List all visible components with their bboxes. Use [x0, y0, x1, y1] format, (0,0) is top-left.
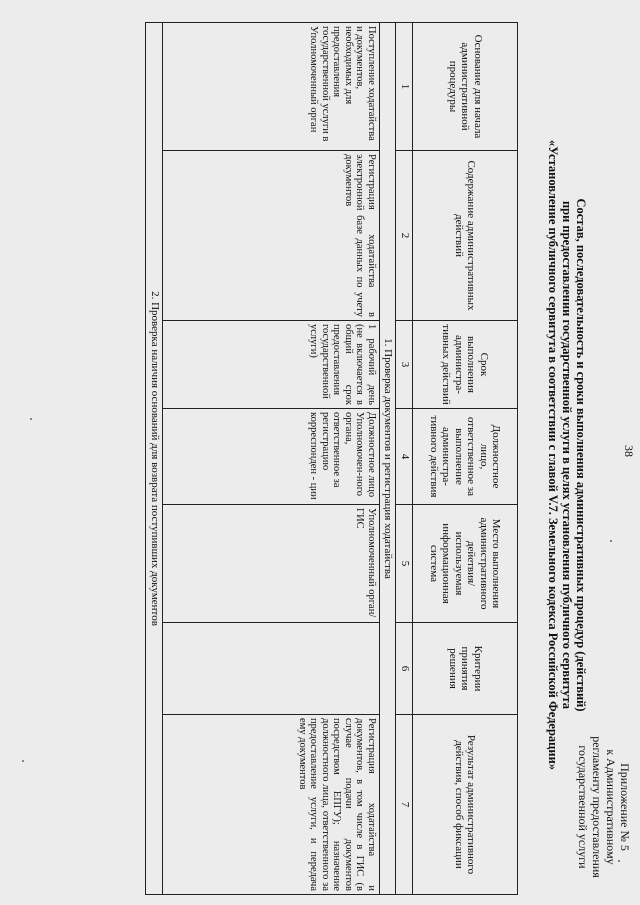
- header-cell: Содержание административных действий: [413, 151, 518, 321]
- column-number: 3: [396, 321, 413, 409]
- appendix-line-1: Приложение № 5: [618, 763, 632, 851]
- column-number: 7: [396, 715, 413, 895]
- table-header-row: [413, 23, 518, 895]
- column-number: 4: [396, 409, 413, 505]
- stage-row: [380, 23, 397, 895]
- appendix-line-4: государственной услуги: [576, 745, 590, 869]
- procedures-table: [146, 22, 519, 895]
- table-cell: Регистрация ходатайства и документов, в том числе в ГИС (в случае подачи документов посредством ЕПГУ); назначение должностного лица, ответственного за предоставление услуги, и передача ему документов: [163, 715, 380, 895]
- header-cell: Результат административного действия, способ фиксации: [413, 715, 518, 895]
- column-number: 2: [396, 151, 413, 321]
- title-line-3: «Установление публичного сервитута в соответствии с главой V.7. Земельного кодекса Российской Федерации»: [546, 139, 560, 771]
- stage-heading: 1. Проверка документов и регистрация ходатайства: [380, 23, 397, 895]
- page-number: 38: [622, 445, 636, 457]
- stage-row: [146, 23, 163, 895]
- header-cell: Должностное лицо, ответственное за выполнение администра-тивного действия: [413, 409, 518, 505]
- header-cell: Срок выполнения администра-тивных действий: [413, 321, 518, 409]
- document-title: [546, 75, 588, 835]
- table-cell: Поступление ходатайства и документов, необходимых для предоставления государственной услуги в Уполномоченный орган: [163, 23, 380, 151]
- appendix-line-2: к Административному: [604, 749, 618, 865]
- column-number: 1: [396, 23, 413, 151]
- header-cell: Критерии принятия решения: [413, 623, 518, 715]
- table-row: [163, 23, 380, 895]
- table-cell: Должностное лицо Уполномочен-ного органа, ответственное за регистрацию корреспонден - ции: [163, 409, 380, 505]
- table-cell: 1 рабочий день (не включается в общий срок предоставления государственной услуги): [163, 321, 380, 409]
- table-cell: Регистрация ходатайства в электронной базе данных по учету документов: [163, 151, 380, 321]
- column-numbers-row: [396, 23, 413, 895]
- title-line-1: Состав, последовательность и сроки выполнения административных процедур (действий): [574, 198, 588, 712]
- table-cell: Уполномоченный орган/ГИС: [163, 505, 380, 623]
- title-line-2: при предоставлении государственной услуги в целях установления публичного сервитута: [560, 200, 574, 710]
- stage-heading: 2. Проверка наличия оснований для возврата поступивших документов: [146, 23, 163, 895]
- header-cell: Место выполнения административного действия/ используемая информационная система: [413, 505, 518, 623]
- appendix-line-3: регламенту предоставления: [590, 736, 604, 878]
- column-number: 5: [396, 505, 413, 623]
- column-number: 6: [396, 623, 413, 715]
- table-cell: [163, 623, 380, 715]
- header-cell: Основание для начала административной процедуры: [413, 23, 518, 151]
